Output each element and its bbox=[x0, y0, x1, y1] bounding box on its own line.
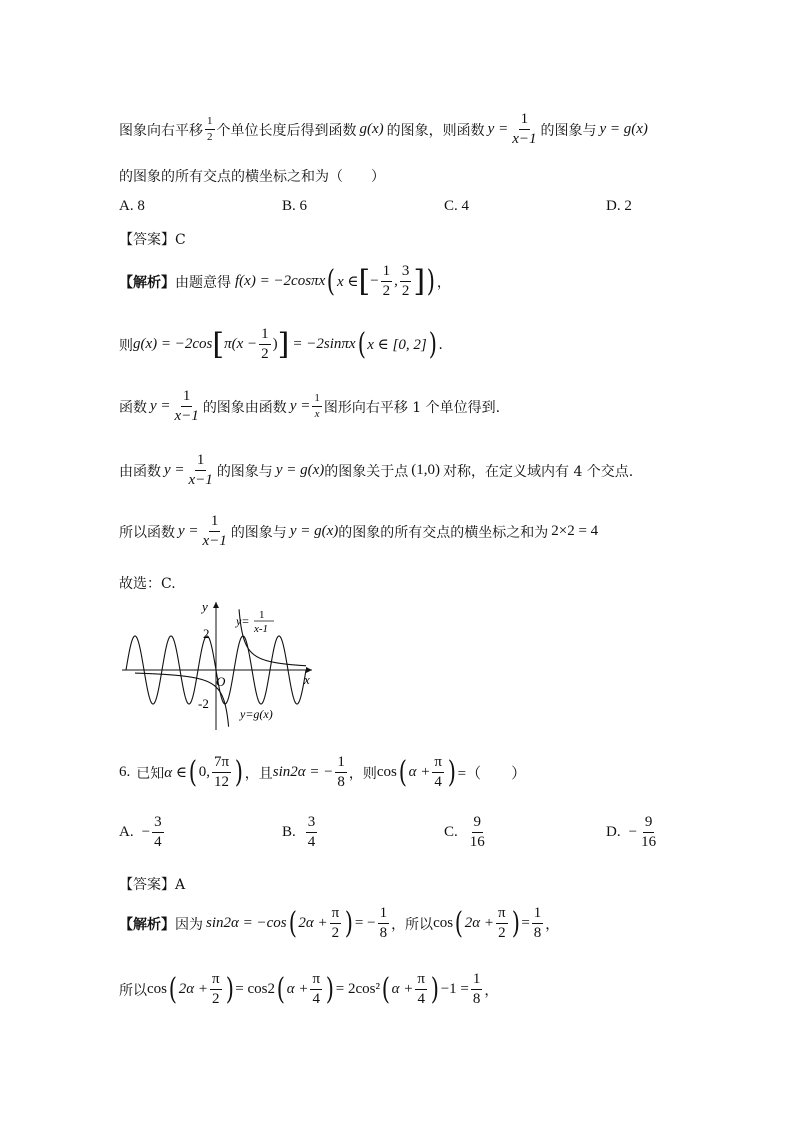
q6-option-d: D. − $\frac{9}{16}$ bbox=[606, 814, 657, 850]
q6-option-b: B. $\frac{3}{4}$ bbox=[282, 814, 316, 850]
q6-analysis-line2: 所以 cos ( 2α + $\frac{\pi}{2}$ ) = cos2 ( α + $\frac{\pi}{4}$ ) = 2cos² ( α + $\frac{\pi}{4}$ ) −1 = $\frac{1}{8}$ ， bbox=[119, 971, 499, 1007]
gx-expr: g(x) bbox=[359, 121, 384, 137]
stem-text: 的图象与 bbox=[540, 122, 597, 139]
origin-label: O bbox=[216, 674, 226, 689]
q5-analysis-line3: 函数 y = $\frac{1}{x-1}$ 的图象由函数 y = $\frac{1}{x}$ 图形向右平移 1 个单位得到. bbox=[119, 388, 501, 424]
q6-option-a: A. − $\frac{3}{4}$ bbox=[119, 814, 162, 850]
q5-option-a: A. 8 bbox=[119, 198, 145, 214]
stem-text: 图象向右平移 bbox=[119, 122, 203, 139]
hyperbola-label-den: x-1 bbox=[254, 623, 269, 635]
stem-text: 的图象，则函数 bbox=[386, 122, 485, 139]
analysis-tag: 【解析】 bbox=[119, 274, 175, 291]
q5-analysis-line5: 所以函数 y = $\frac{1}{x-1}$ 的图象与 y = g(x) 的图象的所有交点的横坐标之和为 2×2 = 4 bbox=[119, 513, 599, 549]
q6-analysis-line1: 【解析】 因为 sin2α = −cos ( 2α + $\frac{\pi}{2}$ ) = − $\frac{1}{8}$ ，所以 cos ( 2α + $\frac{\pi}{2}$ ) = $\frac{1}{8}$ ， bbox=[119, 905, 560, 941]
q5-option-b: B. 6 bbox=[282, 198, 308, 214]
hyperbola-label: y= bbox=[236, 614, 250, 628]
q5-analysis-line2: 则 g(x) = −2cos [ π(x − $\frac{1}{2}$ ) ] = −2sinπx ( x ∈ [0, 2] ) . bbox=[119, 326, 443, 362]
q5-option-d: D. 2 bbox=[606, 198, 632, 214]
q6-stem: 6. 已知 α ∈ ( 0, $\frac{7\pi}{12}$ ) ，且 sin2α = − $\frac{1}{8}$ ，则 cos ( α + $\frac{\pi}{4}$ ) =（ ） bbox=[119, 754, 527, 790]
q6-option-c: C. $\frac{9}{16}$ bbox=[444, 814, 485, 850]
tick-label-pos: 2 bbox=[203, 626, 210, 641]
q5-answer: 【答案】C bbox=[119, 232, 186, 248]
q5-analysis-line1: 【解析】 由题意得 f(x) = −2cosπx ( x ∈ [ − $\frac{1}{2}$ , $\frac{3}{2}$ ] ) ， bbox=[119, 263, 451, 299]
y-axis-label: y bbox=[202, 599, 208, 614]
x-axis-label: x bbox=[304, 672, 310, 687]
function-graph bbox=[118, 598, 318, 734]
q5-choose: 故选：C. bbox=[119, 576, 176, 592]
q5-option-c: C. 4 bbox=[444, 198, 470, 214]
q6-answer: 【答案】A bbox=[119, 877, 186, 893]
func-fraction: $\frac{1}{x-1}$ bbox=[512, 111, 537, 147]
yg-expr: y = g(x) bbox=[599, 121, 648, 137]
q5-analysis-line4: 由函数 y = $\frac{1}{x-1}$ 的图象与 y = g(x) 的图象关于点 (1,0) 对称，在定义域内有 4 个交点. bbox=[119, 452, 634, 488]
gx-label: y=g(x) bbox=[240, 707, 273, 721]
y-eq: y = bbox=[487, 121, 509, 137]
stem-text: 个单位长度后得到函数 bbox=[216, 122, 357, 139]
q5-stem-line1 bbox=[119, 112, 648, 147]
shift-fraction: $\frac{1}{2}$ bbox=[207, 115, 213, 143]
hyperbola-label-num: 1 bbox=[259, 609, 265, 621]
q5-stem-line2: 的图象的所有交点的横坐标之和为（ ） bbox=[119, 169, 385, 185]
tick-label-neg: -2 bbox=[198, 696, 209, 711]
